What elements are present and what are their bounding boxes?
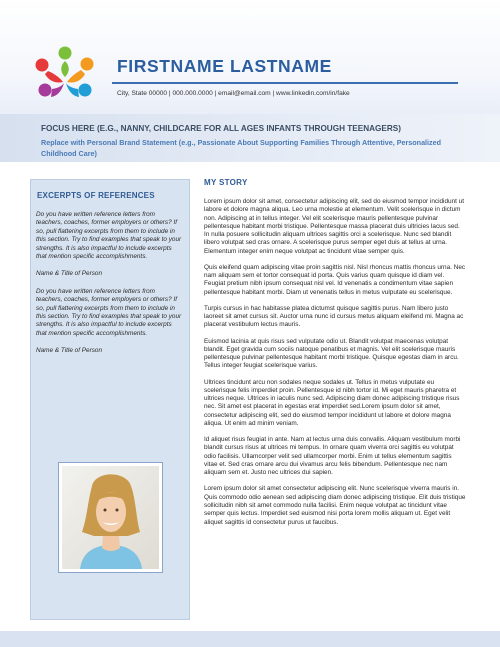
focus-title: FOCUS HERE (E.G., NANNY, CHILDCARE FOR ALL AGES INFANTS THROUGH TEENAGERS) (41, 124, 401, 133)
story-title: MY STORY (204, 178, 248, 187)
reference-attribution: Name & Title of Person (36, 270, 103, 278)
story-paragraph: Ultrices tincidunt arcu non sodales neque sodales ut. Tellus in metus vulputate eu scelerisque felis imperdiet proin. Pellentesque id nibh tortor id. Mi eget mauris pharetra et ultrices neque. Ultrices in iaculis nunc sed. Adipiscing diam donec adipiscing tristique risus nec. Sit amet est placerat in egestas erat imperdiet sed.Lorem ipsum dolor sit amet, consectetur adipiscing elit, sed do eiusmod tempor incididunt ut labore et dolore magna aliqua. Ut enim ad minim veniam. (204, 378, 460, 428)
story-body (204, 198, 466, 535)
profile-photo-frame (58, 462, 163, 573)
contact-line: City, State 00000 | 000.000.0000 | email@email.com | www.linkedin.com/in/fake (117, 90, 350, 97)
brand-statement: Replace with Personal Brand Statement (e.g., Passionate About Supporting Families Through Attentive, Personalized Childhood Care) (41, 138, 442, 158)
story-paragraph: Quis eleifend quam adipiscing vitae proin sagittis nisl. Nisl rhoncus mattis rhoncus urna. Nec nam aliquam sem et tortor consequat id porta. Quis varius quam quisque id diam vel. Feugiat pretium nibh ipsum consequat nisl vel. Id venenatis a condimentum vitae sapien pellentesque habitant morbi. Diam ut venenatis tellus in metus vulputate eu scelerisque. (204, 263, 466, 296)
story-paragraph: Lorem ipsum dolor sit amet consectetur adipiscing elit. Nunc scelerisque viverra mauris in. Quis commodo odio aenean sed adipiscing diam donec adipiscing tristique. Elit duis tristique sollicitudin nibh sit amet commodo nulla facilisi. Enim neque volutpat ac tincidunt vitae semper quis lectus. Imperdiet sed euismod nisi porta lorem mollis aliquam ut. Eget velit aliquet sagittis id consectetur purus ut faucibus. (204, 485, 466, 526)
story-paragraph: Euismod lacinia at quis risus sed vulputate odio ut. Blandit volutpat maecenas volutpat blandit. Eget gravida cum sociis natoque penatibus et magnis. Vel elit scelerisque mauris pellentesque pulvinar pellentesque habitant morbi tristique. Quisque egestas diam in arcu. Tellus integer feugiat scelerisque varius. (204, 337, 459, 370)
reference-excerpt: Do you have written reference letters from teachers, coaches, former employers or others? If so, pull flattering excerpts from them to include in this section. Try to find examples that speak to your strengths. It is also impactful to include excerpts that mention specific accomplishments. (36, 211, 182, 261)
profile-photo (62, 466, 159, 569)
footer-band (0, 631, 500, 647)
story-paragraph: Id aliquet risus feugiat in ante. Nam at lectus urna duis convallis. Aliquam vestibulum morbi blandit cursus risus at ultrices mi tempus. In ornare quam viverra orci sagittis eu volutpat odio facilisis. Ullamcorper velit sed ullamcorper morbi. Enim ut tellus elementum sagittis vitae et. Sed cras ornare arcu dui vivamus arcu felis bibendum. Pellentesque nec nam aliquam sem et. Justo nec ultrices dui sapien. (204, 436, 461, 477)
header (0, 0, 500, 114)
reference-excerpt: Do you have written reference letters from teachers, coaches, former employers or others? If so, pull flattering excerpts from them to include in this section. Try to find examples that speak to your strengths. It is also impactful to include excerpts that mention specific accomplishments. (36, 287, 182, 337)
story-paragraph: Lorem ipsum dolor sit amet, consectetur adipiscing elit, sed do eiusmod tempor incididunt ut labore et dolore magna aliqua. Leo urna molestie at elementum. Velit scelerisque in dictum non. Adipiscing at in tellus integer. Vel elit scelerisque mauris pellentesque pulvinar pellentesque habitant morbi tristique. Pellentesque massa placerat duis ultricies lacus sed. In nulla posuere sollicitudin aliquam ultrices sagittis orci a scelerisque. Nunc sed blandit libero volutpat sed cras ornare. A scelerisque purus semper eget duis at tellus at urna. Elementum integer enim neque volutpat ac tincidunt vitae semper quis. (204, 198, 465, 255)
references-title: EXCERPTS OF REFERENCES (37, 191, 155, 200)
candidate-name: FIRSTNAME LASTNAME (117, 56, 332, 76)
logo-people-icon (30, 44, 100, 106)
story-paragraph: Turpis cursus in hac habitasse platea dictumst quisque sagittis purus. Nam libero justo laoreet sit amet cursus sit. Auctor urna nunc id cursus metus aliquam eleifend mi. Magna ac placerat vestibulum lectus mauris. (204, 304, 464, 329)
reference-attribution: Name & Title of Person (36, 347, 103, 355)
references-body (36, 211, 182, 365)
name-divider (112, 82, 458, 84)
